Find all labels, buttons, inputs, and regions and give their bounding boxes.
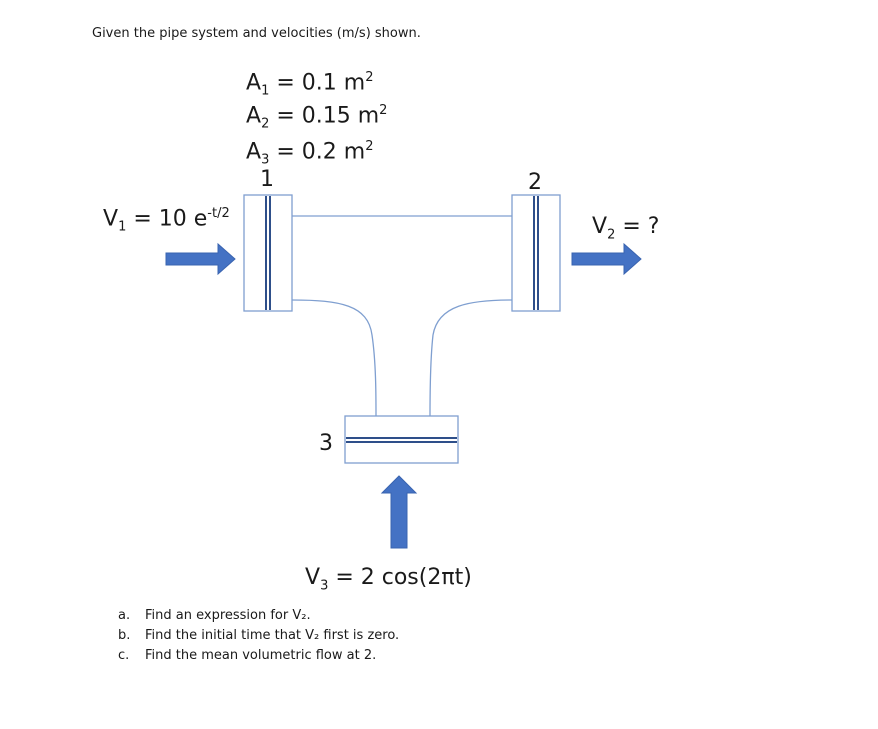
question-b-text: Find the initial time that V₂ first is zero. (145, 628, 400, 643)
v1-value: = 10 e (126, 206, 208, 232)
v1-symbol: V (103, 206, 119, 232)
v1-sub: 1 (118, 219, 127, 235)
question-c-label: c. (118, 648, 130, 663)
v1-sup: -t/2 (207, 206, 230, 221)
v2-value: = ? (615, 214, 660, 239)
question-b-label: b. (118, 628, 131, 643)
section-2-label: 2 (528, 170, 542, 195)
flange-3 (345, 416, 458, 463)
area-3-value: = 0.2 m (269, 139, 366, 165)
question-c (118, 646, 399, 666)
section-1-label: 1 (260, 167, 274, 192)
area-2-sup: 2 (379, 103, 388, 118)
v3-symbol: V (305, 565, 321, 590)
area-1-symbol: A (246, 70, 262, 96)
section-3-label: 3 (319, 431, 333, 456)
area-3-sup: 2 (365, 139, 374, 154)
area-2-sub: 2 (261, 116, 270, 132)
inlet-3-arrow-icon (382, 476, 416, 548)
question-b (118, 626, 399, 646)
question-a (118, 606, 399, 626)
flange-1 (244, 195, 292, 311)
question-c-text: Find the mean volumetric flow at 2. (145, 648, 377, 663)
question-list (118, 606, 399, 666)
pipe-right-bottom-wall (430, 300, 512, 416)
area-1-sub: 1 (261, 83, 270, 99)
pipe-left-bottom-wall (292, 300, 376, 416)
area-3-symbol: A (246, 139, 262, 165)
question-a-label: a. (118, 608, 131, 623)
inlet-1-arrow-icon (166, 244, 235, 274)
question-a-text: Find an expression for V₂. (145, 608, 311, 623)
v2-sub: 2 (607, 227, 616, 243)
area-2-value: = 0.15 m (269, 103, 380, 129)
v2-symbol: V (592, 214, 608, 239)
area-3-sub: 3 (261, 152, 270, 168)
outlet-2-arrow-icon (572, 244, 641, 274)
v3-sub: 3 (320, 578, 329, 594)
flange-2 (512, 195, 560, 311)
intro-text: Given the pipe system and velocities (m/s) shown. (92, 26, 421, 41)
area-1-value: = 0.1 m (269, 70, 366, 96)
v3-value: = 2 cos(2πt) (328, 565, 472, 590)
area-1-sup: 2 (365, 70, 374, 85)
area-2-symbol: A (246, 103, 262, 129)
